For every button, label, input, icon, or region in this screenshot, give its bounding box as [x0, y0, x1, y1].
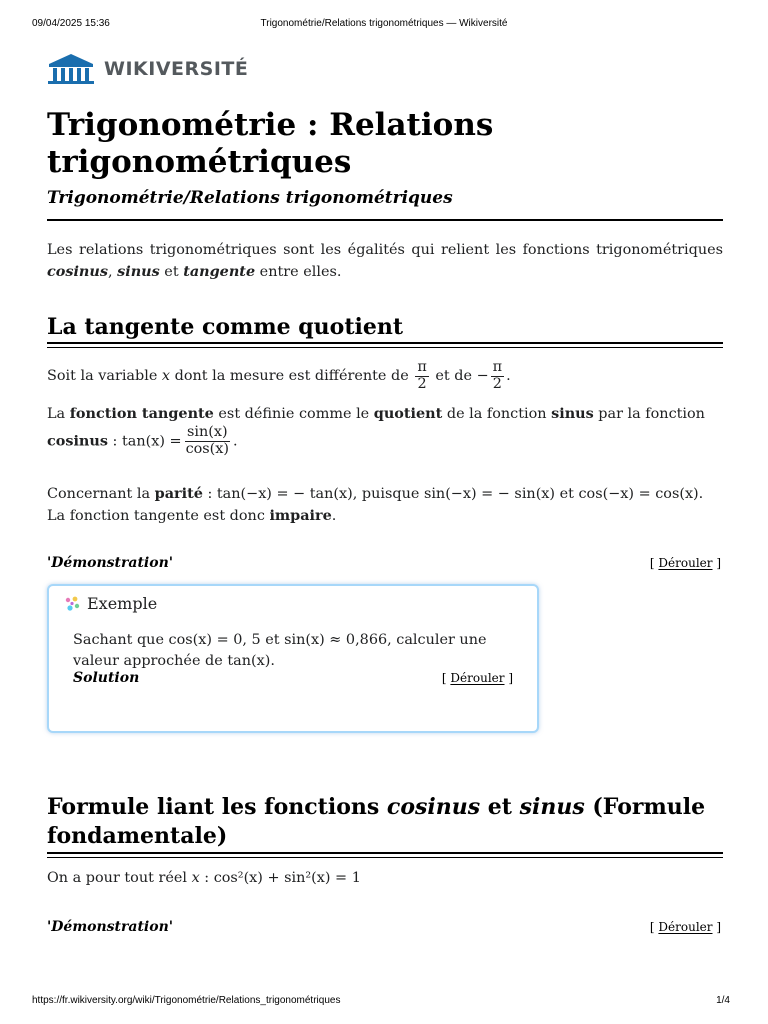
term-sinus: sinus [117, 263, 160, 280]
math-pi-over-2: $\frac{\pi}{2}$ [417, 358, 427, 392]
page-title: Trigonométrie : Relations trigonométriques [47, 107, 494, 180]
example-title: Exemple [87, 594, 158, 613]
site-logo[interactable] [46, 52, 248, 86]
wikiversity-logo-icon [46, 52, 96, 86]
math-cos-value: cos(x) = 0, 5 [168, 632, 261, 648]
print-datetime: 09/04/2025 15:36 [32, 18, 110, 29]
math-sin-over-cos: $\frac{\sin(x)}{\cos(x)}$ [185, 424, 230, 457]
solution-row [73, 670, 513, 690]
solution-derouler-button[interactable]: [ Dérouler ] [441, 671, 513, 685]
intro-paragraph: Les relations trigonométriques sont les égalités qui relient les fonctions trigonométriques cosinus, sinus et tangente entre elles. [47, 242, 723, 280]
variable-paragraph: Soit la variable x dont la mesure est différente de $\frac{\pi}{2}$ et de − $\frac{\pi}{2}$ . [47, 358, 511, 392]
print-footer [32, 995, 736, 1009]
math-tan-odd: tan(−x) = − tan(x) [216, 486, 353, 502]
example-header [63, 594, 157, 613]
parity-paragraph: Concernant la parité : tan(−x) = − tan(x), puisque sin(−x) = − sin(x) et cos(−x) = cos(x). La fonction tangente est donc impaire. [47, 485, 704, 524]
math-tan-x: tan(x) [227, 653, 271, 669]
tangent-definition-paragraph: La fonction tangente est définie comme le quotient de la fonction sinus par la fonction cosinus : tan(x) = $\frac{\sin(x)}{\cos(x)}$ . [47, 405, 705, 457]
term-tangente: tangente [183, 263, 256, 280]
term-cosinus: cosinus [47, 263, 108, 280]
example-box [47, 584, 539, 733]
demonstration-row-2 [47, 919, 723, 939]
print-header [32, 18, 736, 32]
derouler-button-2[interactable]: [ Dérouler ] [649, 920, 721, 934]
derouler-button[interactable]: [ Dérouler ] [649, 556, 721, 570]
math-sin-value: sin(x) ≈ 0,866 [284, 632, 388, 648]
math-pythagorean-identity: cos²(x) + sin²(x) = 1 [213, 870, 361, 886]
solution-label: Solution [73, 670, 140, 686]
demonstration-row-1 [47, 555, 723, 575]
print-page-title: Trigonométrie/Relations trigonométriques — Wikiversité [260, 18, 508, 29]
fundamental-formula-paragraph: On a pour tout réel x : cos²(x) + sin²(x) = 1 [47, 870, 361, 886]
section-divider-2 [47, 852, 723, 858]
section-heading-tangente: La tangente comme quotient [47, 314, 403, 340]
math-var-x: x [161, 368, 171, 384]
title-divider [47, 219, 723, 221]
print-url: https://fr.wikiversity.org/wiki/Trigonométrie/Relations_trigonométriques [32, 995, 341, 1006]
section-divider [47, 342, 723, 348]
logo-text: WIKIVERSITÉ [104, 58, 249, 80]
page-subtitle: Trigonométrie/Relations trigonométriques [47, 188, 453, 208]
section-heading-formule-fondamentale: Formule liant les fonctions cosinus et sinus (Formule fondamentale) [47, 794, 706, 849]
math-tan-lhs: tan(x) = [121, 433, 182, 450]
math-minus-pi-over-2: $\frac{\pi}{2}$ [492, 358, 503, 392]
math-cos-even: cos(−x) = cos(x) [578, 486, 699, 502]
demonstration-label: 'Démonstration' [47, 555, 174, 571]
demonstration-label-2: 'Démonstration' [47, 919, 174, 935]
example-icon [63, 595, 81, 613]
math-sin-odd: sin(−x) = − sin(x) [423, 486, 556, 502]
print-page-number: 1/4 [716, 995, 730, 1006]
example-text: Sachant que cos(x) = 0, 5 et sin(x) ≈ 0,866, calculer une valeur approchée de tan(x). [73, 632, 487, 669]
